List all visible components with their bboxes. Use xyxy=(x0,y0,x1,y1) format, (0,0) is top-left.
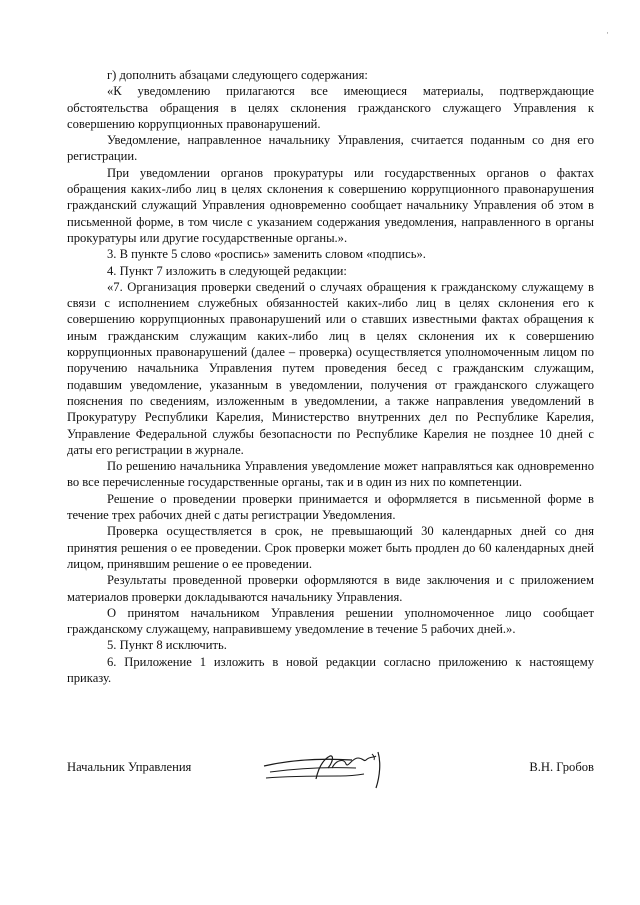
signatory-title: Начальник Управления xyxy=(67,760,192,774)
paragraph: 5. Пункт 8 исключить. xyxy=(107,638,227,653)
paragraph: При уведомлении органов прокуратуры или государственных органов о фактах обращения каких-либо лиц в целях склонения к совершению коррупционного правонарушения гражданский служащий Управления одновременно сообщает начальнику Управления об этом в письменной форме, в том числе с указанием содержания уведомления, направленного в органы прокуратуры или другие государственные органы.». xyxy=(67,165,594,245)
paragraph: 6. Приложение 1 изложить в новой редакции согласно приложению к настоящему приказу. xyxy=(67,654,594,685)
document-body xyxy=(67,67,594,686)
paragraph: По решению начальника Управления уведомление может направляться как одновременно во все перечисленные государственные органы, так и в один из них по компетенции. xyxy=(67,459,594,490)
paragraph: Уведомление, направленное начальнику Управления, считается поданным со дня его регистрации. xyxy=(67,133,594,164)
paragraph: 4. Пункт 7 изложить в следующей редакции: xyxy=(107,263,347,278)
paragraph: «К уведомлению прилагаются все имеющиеся материалы, подтверждающие обстоятельства обращения в целях склонения гражданского служащего Управления к совершению коррупционных правонарушений. xyxy=(67,84,594,131)
paragraph: О принятом начальником Управления решении уполномоченное лицо сообщает гражданскому служащему, направившему уведомление в течение 5 рабочих дней.». xyxy=(67,605,594,637)
paragraph: Решение о проведении проверки принимается и оформляется в письменной форме в течение трех рабочих дней с даты регистрации Уведомления. xyxy=(67,491,594,523)
paragraph: «7. Организация проверки сведений о случаях обращения к гражданскому служащему в связи с исполнением служебных обязанностей каких-либо лиц в целях склонения его к совершению коррупционных правонарушений или о ставших известными фактах обращения к иным гражданским служащим каких-либо лиц в целях склонения их к совершению коррупционных правонарушений (далее – проверка) осуществляется уполномоченным лицом по поручению начальника Управления путем проведения бесед с гражданским служащим, подавшим уведомление, указанным в уведомлении, получения от гражданского служащего пояснения по сведениям, изложенным в уведомлении, а также направления уведомлений в Прокуратуру Республики Карелия, Министерство внутренних дел по Республике Карелия, Управление Федеральной службы безопасности по Республике Карелия не позднее 10 дней с даты его регистрации в журнале. xyxy=(67,279,594,457)
paragraph: Проверка осуществляется в срок, не превышающий 30 календарных дней со дня принятия решения о ее проведении. Срок проверки может быть продлен до 60 календарных дней лицом, принявшим решение о ее проведении. xyxy=(67,524,594,571)
signatory-name: В.Н. Гробов xyxy=(529,760,594,774)
paragraph: г) дополнить абзацами следующего содержания: xyxy=(107,68,368,82)
signature-block xyxy=(67,758,594,788)
paragraph: 3. В пункте 5 слово «роспись» заменить словом «подпись». xyxy=(107,247,426,262)
handwritten-signature xyxy=(260,746,400,794)
paragraph: Результаты проведенной проверки оформляются в виде заключения и с приложением материалов проверки докладываются начальнику Управления. xyxy=(67,573,594,604)
corner-mark: · xyxy=(606,28,609,38)
